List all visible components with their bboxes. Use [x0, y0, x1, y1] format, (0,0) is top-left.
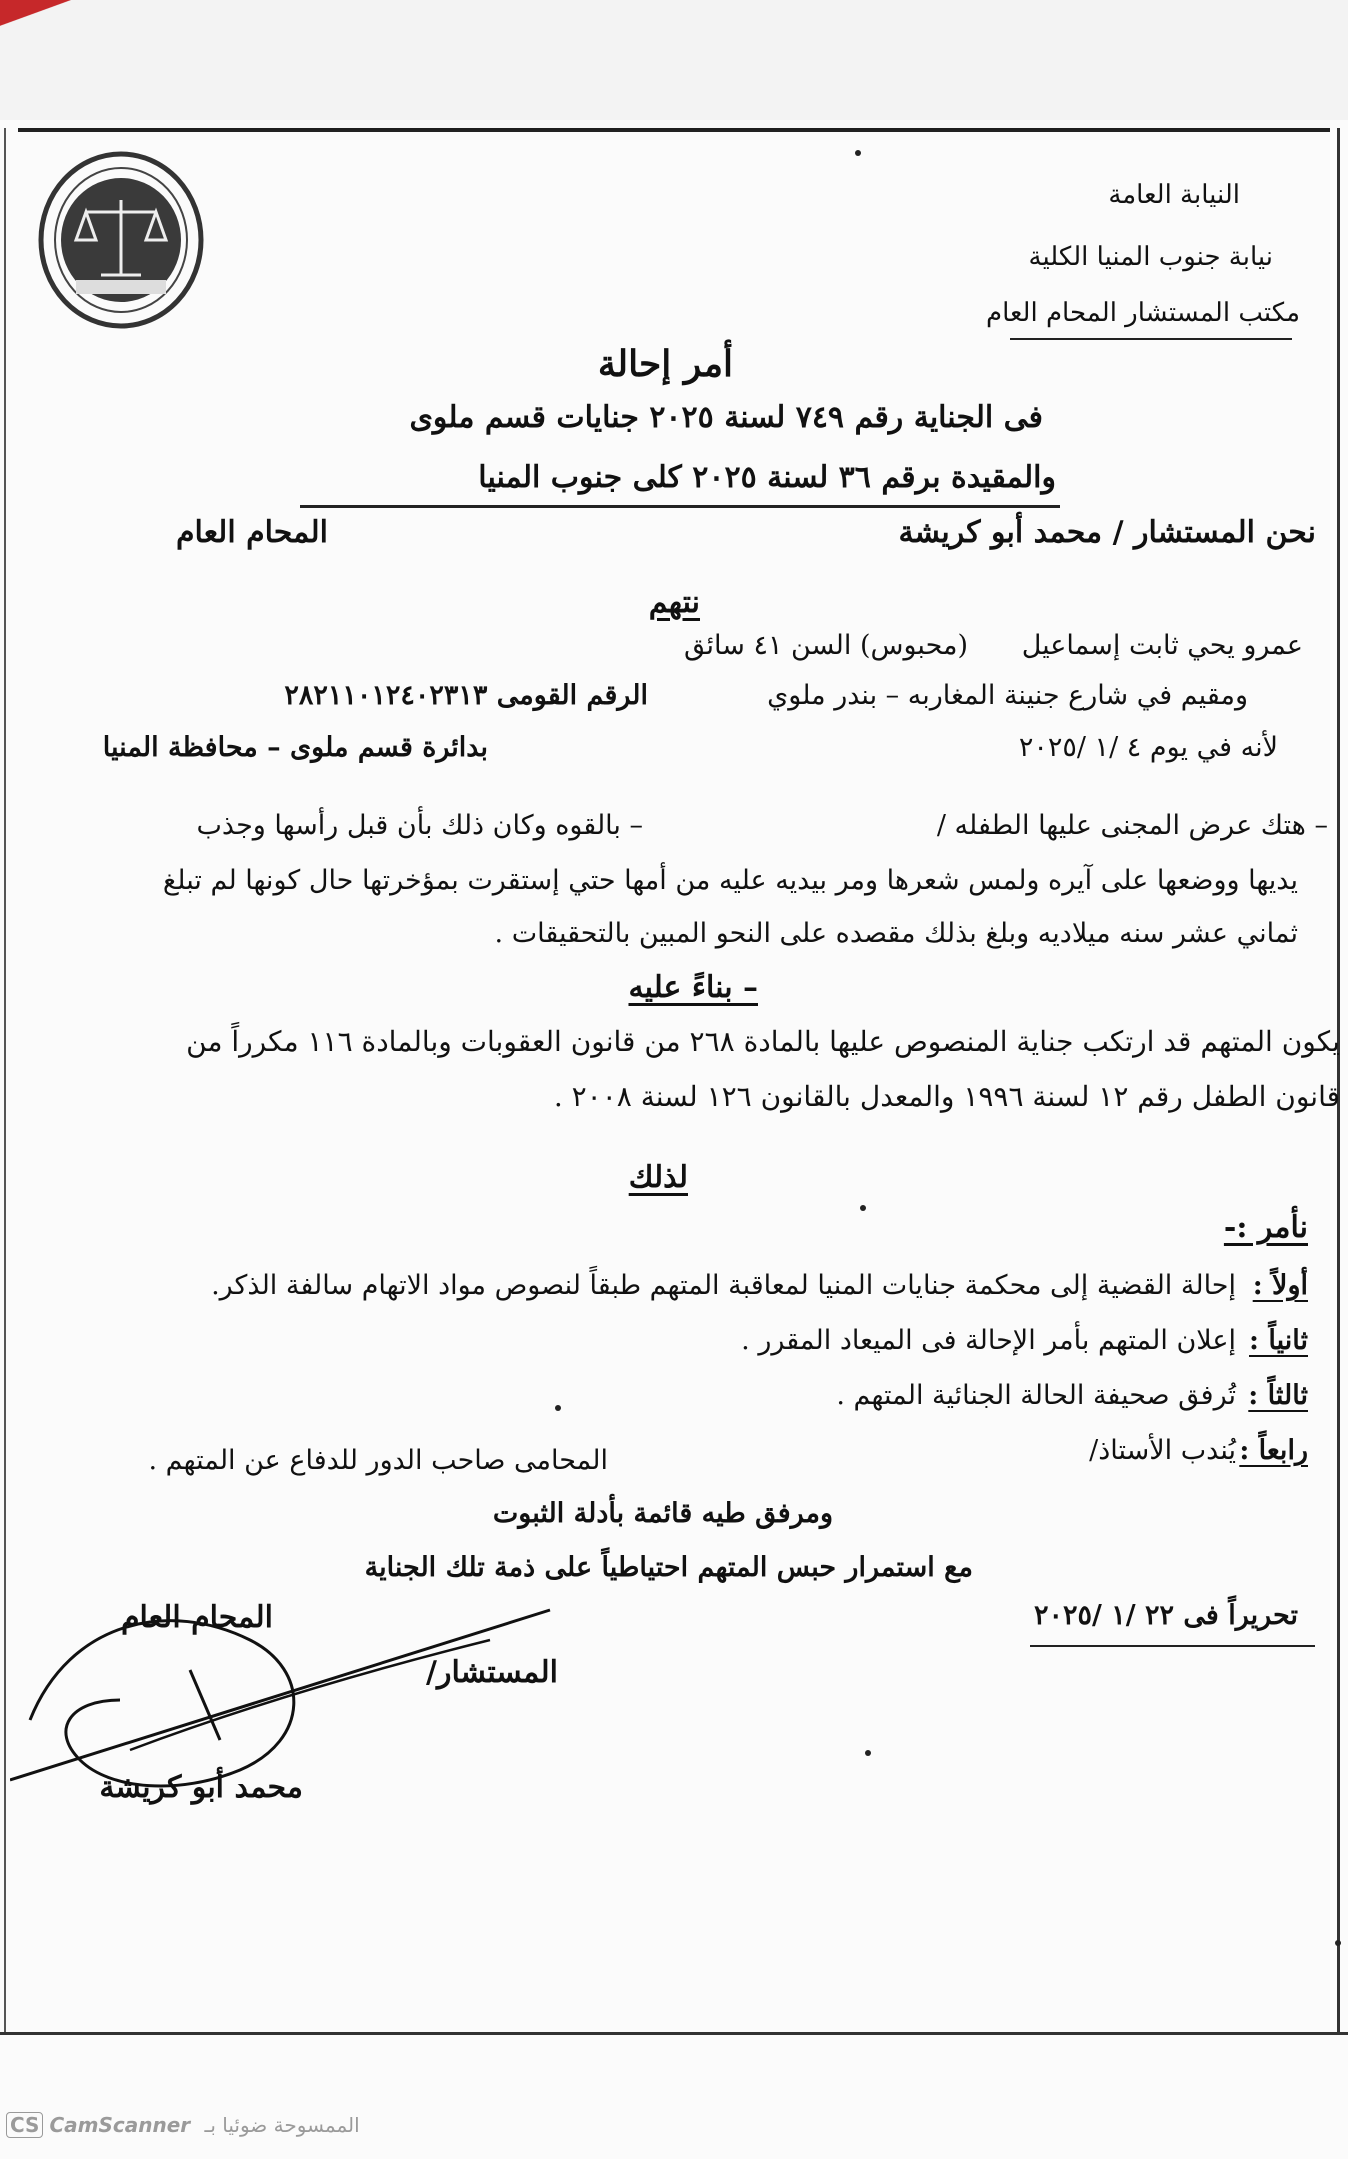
- charge-line-3: ثماني عشر سنه ميلاديه وبلغ بذلك مقصده على النحو المبين بالتحقيقات .: [494, 918, 1298, 949]
- header-underline: [1010, 338, 1292, 340]
- scan-speck: [855, 150, 861, 156]
- accuse-heading: نتهم: [648, 585, 700, 620]
- accused-status: (محبوس) السن ٤١ سائق: [683, 630, 968, 661]
- page-border-bottom: [0, 2032, 1348, 2035]
- incident-district: بدائرة قسم ملوى – محافظة المنيا: [102, 732, 488, 763]
- header-district: نيابة جنوب المنيا الكلية: [1028, 242, 1273, 272]
- based-heading: – بناءً عليه: [628, 970, 758, 1005]
- order-3-text: تُرفق صحيفة الحالة الجنائية المتهم .: [836, 1380, 1236, 1411]
- order-3-number: ثالثاً :: [1248, 1380, 1308, 1411]
- order-4-number: رابعاً :: [1239, 1435, 1308, 1466]
- therefore-heading: لذلك: [628, 1160, 688, 1195]
- signatory-role: المحام العام: [120, 1600, 273, 1635]
- prosecution-seal: [36, 150, 206, 330]
- detention-order: مع استمرار حبس المتهم احتياطياً على ذمة تلك الجناية: [364, 1552, 973, 1583]
- attached-evidence: ومرفق طيه قائمة بأدلة الثبوت: [492, 1498, 833, 1529]
- issuer-title: المحام العام: [175, 515, 328, 550]
- order-heading: نأمر :-: [1223, 1210, 1308, 1245]
- law-line-2: قانون الطفل رقم ١٢ لسنة ١٩٩٦ والمعدل بالقانون ١٢٦ لسنة ٢٠٠٨ .: [553, 1080, 1340, 1113]
- case-registration-line: والمقيدة برقم ٣٦ لسنة ٢٠٢٥ كلى جنوب المنيا: [478, 460, 1056, 495]
- header-office: مكتب المستشار المحام العام: [985, 298, 1300, 328]
- scan-speck: [555, 1405, 561, 1411]
- signatory-name: محمد أبو كريشة: [99, 1770, 303, 1805]
- scan-speck: [1335, 1940, 1341, 1946]
- charge-line-1a: – هتك عرض المجنى عليها الطفله /: [936, 810, 1328, 841]
- order-1-text: إحالة القضية إلى محكمة جنايات المنيا لمعاقبة المتهم طبقاً لنصوص مواد الاتهام سالفة الذكر.: [211, 1270, 1236, 1301]
- scan-top-margin: [0, 0, 1348, 120]
- issuer-line: نحن المستشار / محمد أبو كريشة: [898, 515, 1316, 550]
- camscanner-watermark: [6, 2112, 360, 2138]
- charge-line-1b: – بالقوه وكان ذلك بأن قبل رأسها وجذب: [196, 810, 643, 841]
- case-number-line: فى الجناية رقم ٧٤٩ لسنة ٢٠٢٥ جنايات قسم ملوى: [409, 400, 1043, 435]
- written-date: تحريراً فى ٢٢ /١ /٢٠٢٥: [1033, 1600, 1298, 1631]
- handwritten-signature: [10, 1580, 570, 1860]
- camscanner-badge: CS: [6, 2112, 43, 2138]
- camscanner-brand: CamScanner: [49, 2113, 191, 2137]
- date-underline: [1030, 1645, 1315, 1647]
- order-2-number: ثانياً :: [1249, 1325, 1308, 1356]
- accused-address: ومقيم في شارع جنينة المغاربه – بندر ملوي: [767, 680, 1248, 711]
- law-line-1: يكون المتهم قد ارتكب جناية المنصوص عليها بالمادة ٢٦٨ من قانون العقوبات وبالمادة ١١٦ مكرراً من: [186, 1025, 1340, 1058]
- signatory-title: المستشار/: [426, 1655, 558, 1690]
- header-prosecution: النيابة العامة: [1108, 180, 1240, 210]
- accused-name: عمرو يحي ثابت إسماعيل: [1021, 630, 1303, 661]
- case-underline: [300, 505, 1060, 508]
- order-4-text: يُندب الأستاذ/: [1089, 1435, 1236, 1466]
- scan-speck: [865, 1750, 871, 1756]
- national-id: الرقم القومى ٢٨٢١١٠١٢٤٠٢٣١٣: [284, 680, 648, 711]
- order-2-text: إعلان المتهم بأمر الإحالة فى الميعاد المقرر .: [741, 1325, 1236, 1356]
- page-title: أمر إحالة: [597, 343, 733, 385]
- scanned-with-label: الممسوحة ضوئيا بـ: [204, 2113, 360, 2137]
- order-1-number: أولاً :: [1252, 1270, 1308, 1301]
- charge-line-2: يديها ووضعها على آيره ولمس شعرها ومر بيديه عليه من أمها حتي إستقرت بمؤخرتها حال كونها لم تبلغ: [162, 865, 1298, 896]
- lawyer-note: المحامى صاحب الدور للدفاع عن المتهم .: [148, 1445, 608, 1476]
- page-border-top: [18, 128, 1330, 132]
- page-border-left: [4, 128, 6, 2032]
- scan-corner-mark: [0, 0, 90, 40]
- scan-speck: [860, 1205, 866, 1211]
- incident-date: لأنه في يوم ٤ /١ /٢٠٢٥: [1018, 732, 1278, 763]
